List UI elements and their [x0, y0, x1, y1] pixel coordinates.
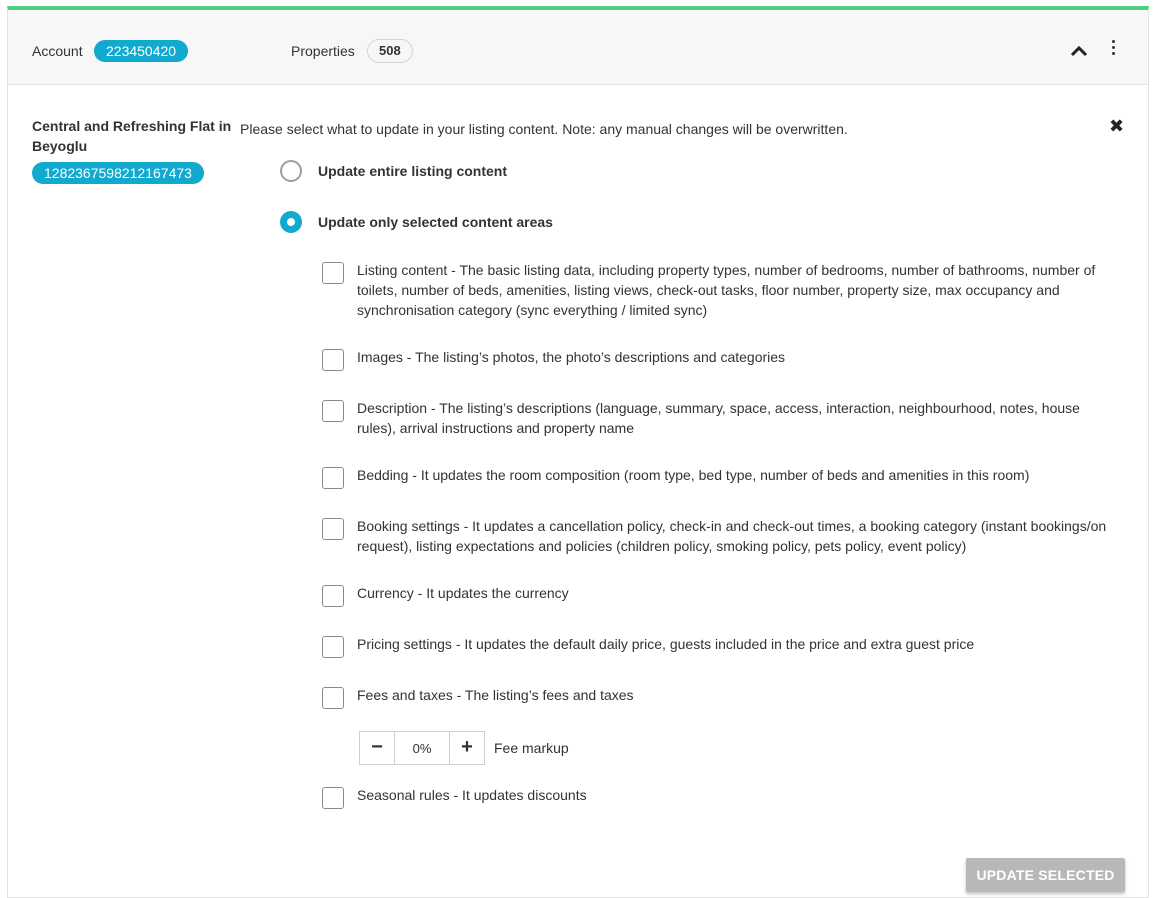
- area-currency[interactable]: [322, 583, 1122, 607]
- area-listing-content[interactable]: [322, 260, 1122, 322]
- chevron-up-icon[interactable]: [1070, 44, 1088, 62]
- intro-text: Please select what to update in your listing content. Note: any manual changes will be overwritten.: [240, 121, 848, 137]
- radio-button[interactable]: [280, 160, 302, 182]
- area-pricing-settings[interactable]: [322, 634, 1122, 658]
- minus-button[interactable]: −: [360, 732, 395, 764]
- checkbox-label: Bedding - It updates the room composition (room type, bed type, number of beds and amenities in this room): [357, 467, 1030, 483]
- account-id-badge: 223450420: [94, 40, 188, 62]
- plus-button[interactable]: +: [449, 732, 484, 764]
- card-header: [8, 10, 1148, 85]
- area-description[interactable]: [322, 398, 1122, 440]
- checkbox-label: Images - The listing’s photos, the photo’s descriptions and categories: [357, 349, 786, 365]
- update-selected-button[interactable]: UPDATE SELECTED: [966, 858, 1125, 892]
- checkbox-label: Pricing settings - It updates the default daily price, guests included in the price and extra guest price: [357, 636, 975, 652]
- checkbox[interactable]: [322, 585, 344, 607]
- checkbox[interactable]: [322, 349, 344, 371]
- area-seasonal-rules[interactable]: [322, 785, 1122, 809]
- area-fees-and-taxes[interactable]: [322, 685, 1122, 709]
- checkbox[interactable]: [322, 400, 344, 422]
- close-icon[interactable]: ✖: [1109, 116, 1125, 136]
- checkbox-label: Listing content - The basic listing data, including property types, number of bedrooms, number of bathrooms, number of toilets, number of beds, amenities, listing views, check-out tasks, floor number, property size, max occupancy and synchronisation category (sync everything / limited sync): [357, 262, 1096, 318]
- property-title: Central and Refreshing Flat in Beyoglu: [32, 118, 232, 154]
- checkbox[interactable]: [322, 262, 344, 284]
- fee-markup-stepper[interactable]: [359, 731, 485, 765]
- radio-label: Update only selected content areas: [318, 214, 553, 230]
- radio-label: Update entire listing content: [318, 163, 508, 179]
- account-label: Account: [32, 43, 83, 59]
- checkbox[interactable]: [322, 636, 344, 658]
- property-id-badge: 1282367598212167473: [32, 162, 204, 184]
- properties-label: Properties: [291, 43, 355, 59]
- radio-button[interactable]: [280, 211, 302, 233]
- fee-markup-input[interactable]: [396, 732, 448, 764]
- checkbox[interactable]: [322, 518, 344, 540]
- checkbox[interactable]: [322, 687, 344, 709]
- more-vertical-icon[interactable]: [1108, 40, 1118, 58]
- properties-count-badge: 508: [367, 39, 413, 63]
- account-card: [7, 6, 1149, 898]
- checkbox-label: Fees and taxes - The listing’s fees and taxes: [357, 687, 634, 703]
- area-booking-settings[interactable]: [322, 516, 1122, 558]
- checkbox-label: Description - The listing’s descriptions (language, summary, space, access, interaction, neighbourhood, notes, house rules), arrival instructions and property name: [357, 400, 1080, 436]
- checkbox-label: Currency - It updates the currency: [357, 585, 569, 601]
- checkbox[interactable]: [322, 787, 344, 809]
- checkbox-label: Booking settings - It updates a cancellation policy, check-in and check-out times, a booking category (instant bookings/on request), listing expectations and policies (children policy, smoking policy, pets policy, event policy): [357, 518, 1107, 554]
- area-bedding[interactable]: [322, 465, 1122, 489]
- checkbox[interactable]: [322, 467, 344, 489]
- checkbox-label: Seasonal rules - It updates discounts: [357, 787, 587, 803]
- fee-markup-label: Fee markup: [494, 740, 569, 756]
- area-images[interactable]: [322, 347, 1122, 371]
